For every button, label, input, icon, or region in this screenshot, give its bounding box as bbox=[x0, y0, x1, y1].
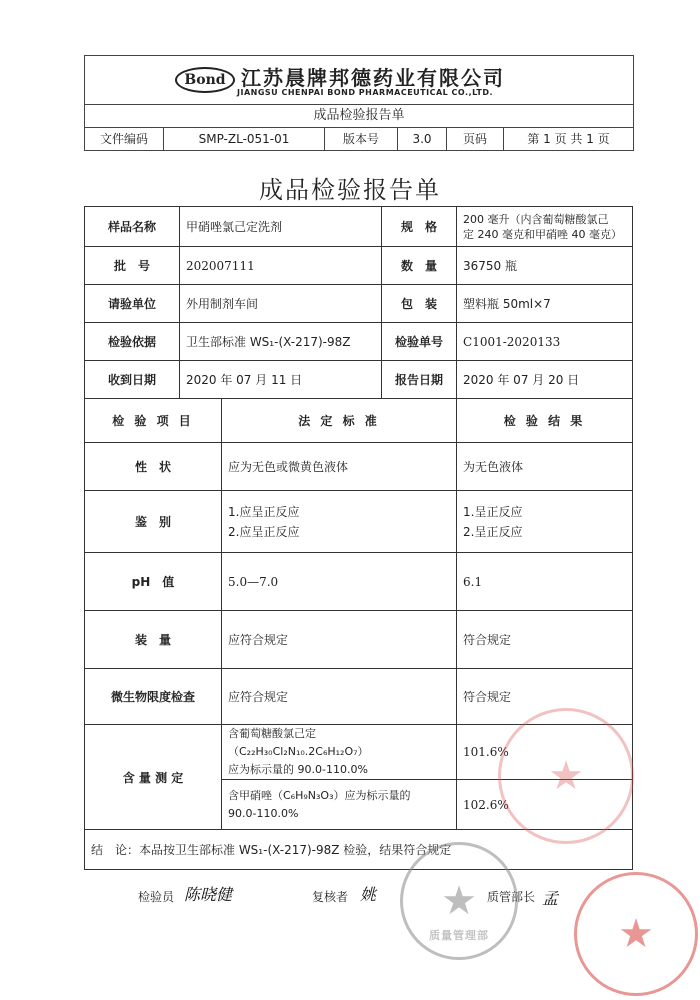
report-no-label: 检验单号 bbox=[382, 323, 457, 361]
col-header-standard: 法 定 标 准 bbox=[222, 399, 457, 443]
standard-line-1: 1.应呈正反应 bbox=[228, 504, 300, 519]
test-header-row bbox=[85, 399, 633, 443]
test-result: 6.1 bbox=[457, 553, 633, 611]
assay-standard-1 bbox=[222, 725, 457, 780]
conclusion-text: 结 论：本品按卫生部标准 WS₁-(X-217)-98Z 检验，结果符合规定 bbox=[85, 830, 633, 870]
doc-no: SMP-ZL-051-01 bbox=[164, 128, 325, 150]
version: 3.0 bbox=[398, 128, 447, 150]
bond-logo: Bond bbox=[175, 67, 235, 93]
pack-label: 包 装 bbox=[382, 285, 457, 323]
test-result bbox=[457, 491, 633, 553]
test-row bbox=[85, 443, 633, 491]
assay-std-2-line-1: 含甲硝唑（C₆H₉N₃O₃）应为标示量的 bbox=[228, 788, 411, 802]
report-date-label: 报告日期 bbox=[382, 361, 457, 399]
test-row bbox=[85, 553, 633, 611]
assay-item: 含 量 测 定 bbox=[85, 725, 222, 830]
info-row bbox=[85, 247, 633, 285]
version-label: 版本号 bbox=[325, 128, 398, 150]
info-row bbox=[85, 207, 633, 247]
company-brand bbox=[85, 56, 633, 105]
col-header-result: 检 验 结 果 bbox=[457, 399, 633, 443]
document-header bbox=[84, 55, 634, 151]
star-icon: ★ bbox=[618, 911, 654, 957]
spec-label: 规 格 bbox=[382, 207, 457, 247]
pack-value: 塑料瓶 50ml×7 bbox=[457, 285, 633, 323]
company-name-cn: 江苏晨牌邦德药业有限公司 bbox=[241, 66, 505, 90]
qty-value: 36750 瓶 bbox=[457, 247, 633, 285]
test-item: 性 状 bbox=[85, 443, 222, 491]
company-name-en: JIANGSU CHENPAI BOND PHARMACEUTICAL CO.,LTD. bbox=[237, 88, 494, 97]
page-label: 页码 bbox=[447, 128, 504, 150]
star-icon: ★ bbox=[548, 753, 584, 799]
form-title: 成品检验报告单 bbox=[85, 105, 633, 128]
qa-head-signature: 孟 bbox=[542, 889, 559, 908]
test-standard: 应符合规定 bbox=[222, 669, 457, 725]
assay-std-1-line-1: 含葡萄糖酸氯己定（C₂₂H₃₀Cl₂N₁₀.2C₆H₁₂O₇） bbox=[228, 727, 369, 758]
test-item: pH 值 bbox=[85, 553, 222, 611]
basis-label: 检验依据 bbox=[85, 323, 180, 361]
test-item: 微生物限度检查 bbox=[85, 669, 222, 725]
test-item: 鉴 别 bbox=[85, 491, 222, 553]
test-result: 符合规定 bbox=[457, 669, 633, 725]
sample-name-label: 样品名称 bbox=[85, 207, 180, 247]
standard-line-2: 2.应呈正反应 bbox=[228, 524, 300, 539]
inspector-signature: 陈晓健 bbox=[184, 885, 233, 904]
basis-value: 卫生部标准 WS₁-(X-217)-98Z bbox=[180, 323, 382, 361]
spec-line-2: 定 240 毫克和甲硝唑 40 毫克） bbox=[463, 227, 622, 241]
doc-no-label: 文件编码 bbox=[85, 128, 164, 150]
test-result: 符合规定 bbox=[457, 611, 633, 669]
assay-standard-2 bbox=[222, 780, 457, 830]
qa-head-label: 质管部长 bbox=[487, 890, 536, 904]
test-standard: 应符合规定 bbox=[222, 611, 457, 669]
test-item: 装 量 bbox=[85, 611, 222, 669]
report-date: 2020 年 07 月 20 日 bbox=[457, 361, 633, 399]
unit-label: 请验单位 bbox=[85, 285, 180, 323]
test-row bbox=[85, 491, 633, 553]
report-title: 成品检验报告单 bbox=[259, 176, 441, 204]
inspector-label: 检验员 bbox=[138, 890, 175, 904]
spec-value bbox=[457, 207, 633, 247]
received-date: 2020 年 07 月 11 日 bbox=[180, 361, 382, 399]
spec-line-1: 200 毫升（内含葡萄糖酸氯己 bbox=[463, 212, 609, 226]
info-row bbox=[85, 361, 633, 399]
test-standard: 5.0—7.0 bbox=[222, 553, 457, 611]
report-no-value: C1001-2020133 bbox=[457, 323, 633, 361]
test-result: 为无色液体 bbox=[457, 443, 633, 491]
assay-result-1: 101.6% bbox=[457, 725, 633, 780]
result-line-2: 2.呈正反应 bbox=[463, 524, 523, 539]
qa-dept-stamp: ★ 质量管理部 bbox=[400, 842, 518, 960]
unit-value: 外用制剂车间 bbox=[180, 285, 382, 323]
result-line-1: 1.呈正反应 bbox=[463, 504, 523, 519]
company-stamp bbox=[498, 708, 634, 844]
document-meta-row bbox=[85, 128, 633, 150]
star-icon: ★ bbox=[441, 878, 477, 924]
qty-label: 数 量 bbox=[382, 247, 457, 285]
batch-label: 批 号 bbox=[85, 247, 180, 285]
batch-value: 202007111 bbox=[180, 247, 382, 285]
test-row bbox=[85, 611, 633, 669]
assay-std-2-line-2: 90.0-110.0% bbox=[228, 806, 299, 820]
col-header-item: 检 验 项 目 bbox=[85, 399, 222, 443]
assay-std-1-line-2: 应为标示量的 90.0-110.0% bbox=[228, 763, 368, 776]
quality-stamp bbox=[574, 872, 698, 996]
info-row bbox=[85, 285, 633, 323]
test-standard: 应为无色或微黄色液体 bbox=[222, 443, 457, 491]
reviewer-signature: 姚 bbox=[360, 885, 377, 904]
test-standard bbox=[222, 491, 457, 553]
reviewer-label: 复核者 bbox=[312, 890, 349, 904]
page-value: 第 1 页 共 1 页 bbox=[527, 132, 610, 146]
info-row bbox=[85, 323, 633, 361]
sample-name: 甲硝唑氯己定洗剂 bbox=[180, 207, 382, 247]
assay-result-2: 102.6% bbox=[457, 780, 633, 830]
received-date-label: 收到日期 bbox=[85, 361, 180, 399]
